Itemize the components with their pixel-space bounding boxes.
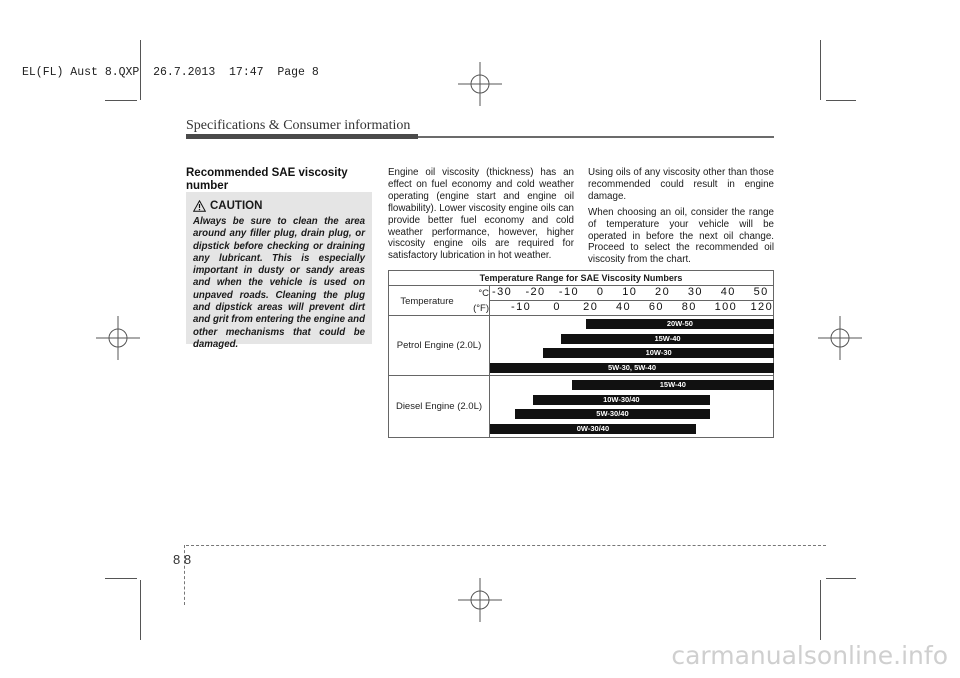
title-rule-accent <box>186 134 418 139</box>
unit-fahrenheit: (°F) <box>473 303 489 314</box>
fahrenheit-ticks: -10 0 20 40 60 80 100 120 <box>511 301 774 313</box>
caution-header <box>193 200 365 212</box>
registration-mark-icon <box>96 316 140 360</box>
section-title: Specifications & Consumer information <box>186 118 411 133</box>
group-label-diesel: Diesel Engine (2.0L) <box>395 401 483 412</box>
page-heading: Recommended SAE viscosity number <box>186 167 348 192</box>
paragraph: When choosing an oil, consider the range of temperature your vehicle will be operated in before the next oil change. Proceed to select the recommended oil viscosity from the chart. <box>588 206 774 266</box>
crop-mark <box>826 100 856 101</box>
registration-mark-icon <box>458 578 502 622</box>
viscosity-bar: 5W-30/40 <box>515 409 710 419</box>
viscosity-bar: 0W-30/40 <box>490 424 696 434</box>
warning-triangle-icon <box>193 200 206 212</box>
crop-mark <box>826 578 856 579</box>
grid-line <box>389 315 774 316</box>
body-column-3 <box>588 167 774 270</box>
crop-mark <box>820 580 821 640</box>
caution-title: CAUTION <box>210 200 263 212</box>
celsius-ticks: -30 -20 -10 0 10 20 30 40 50 <box>492 286 769 298</box>
registration-mark-icon <box>818 316 862 360</box>
grid-line <box>489 285 490 438</box>
registration-mark-icon <box>458 62 502 106</box>
viscosity-bar: 15W-40 <box>561 334 774 344</box>
caution-box <box>186 192 372 350</box>
group-label-petrol: Petrol Engine (2.0L) <box>396 340 482 351</box>
footer-rule <box>186 545 826 546</box>
crop-mark <box>140 580 141 640</box>
body-column-2 <box>388 167 574 266</box>
chart-title: Temperature Range for SAE Viscosity Numbers <box>389 271 773 286</box>
grid-line <box>389 375 774 376</box>
viscosity-bar: 10W-30 <box>543 348 774 358</box>
caution-text: Always be sure to clean the area around any filler plug, drain plug, or dipstick before checking or draining any lubricant. This is especially important in dusty or sandy areas and when the vehicle is used on unpaved roads. Cleaning the plug and dipstick areas will prevent dirt and grit from entering the engine and other mechanisms that could be damaged. <box>193 216 365 350</box>
paragraph: Using oils of any viscosity other than those recommended could result in engine damage. <box>588 167 774 202</box>
crop-mark <box>105 100 137 101</box>
viscosity-bar: 15W-40 <box>572 380 774 390</box>
paragraph: Engine oil viscosity (thickness) has an effect on fuel economy and cold weather operating (engine start and engine oil flowability). Lower viscosity engine oils can provide better fuel economy and cold weather performance, however, higher viscosity engine oils are required for satisfactory lubrication in hot weather. <box>388 167 574 262</box>
grid-line <box>489 300 774 301</box>
watermark: carmanualsonline.info <box>671 641 948 670</box>
viscosity-bar: 5W-30, 5W-40 <box>490 363 774 373</box>
crop-mark <box>105 578 137 579</box>
unit-celsius: °C <box>478 288 489 299</box>
temperature-label: Temperature <box>400 296 454 307</box>
viscosity-bar: 10W-30/40 <box>533 395 711 405</box>
viscosity-bar: 20W-50 <box>586 319 774 329</box>
viscosity-chart <box>388 270 774 438</box>
print-slug: EL(FL) Aust 8.QXP 26.7.2013 17:47 Page 8 <box>22 66 319 79</box>
page-number: 8 8 <box>173 552 192 567</box>
crop-mark <box>820 40 821 100</box>
